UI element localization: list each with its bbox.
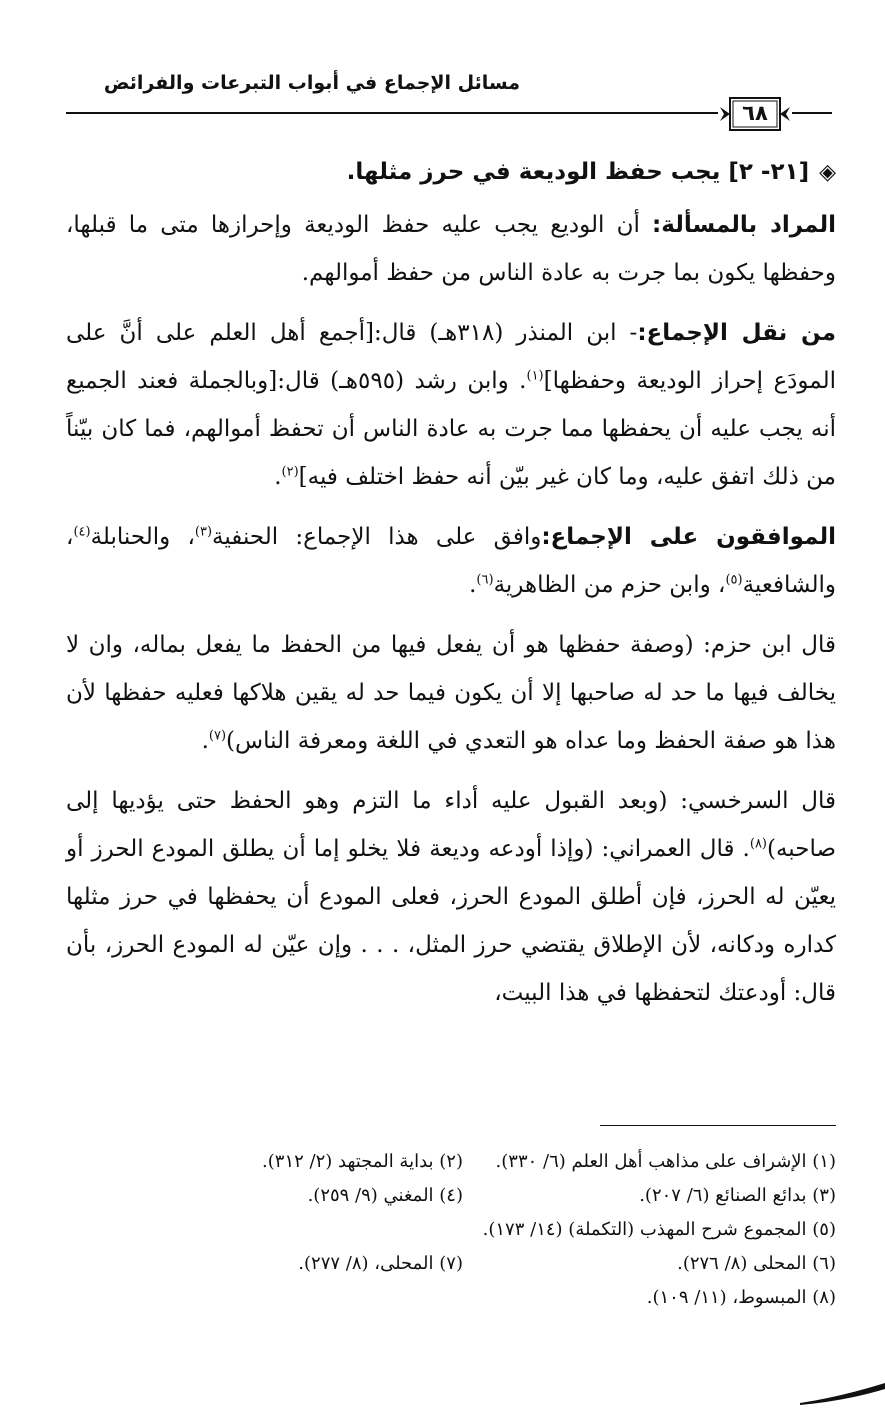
footnote-ref[interactable]: (٦) [476, 572, 494, 588]
paragraph-lead: الموافقون على الإجماع: [541, 524, 836, 550]
footnote-item: (٦) المحلى (٨/ ٢٧٦). [677, 1253, 836, 1274]
scan-edge-mark-icon [800, 1375, 885, 1405]
paragraph-text: وافق على هذا الإجماع: الحنفية [212, 524, 542, 550]
paragraph-lead: من نقل الإجماع: [637, 320, 836, 346]
main-text [66, 148, 836, 1029]
issue-heading [66, 148, 836, 197]
footnote-item: (٣) بدائع الصنائع (٦/ ٢٠٧). [639, 1185, 836, 1206]
paragraph-text: . وابن رشد (٥٩٥هـ) قال:[وبالجملة فعند الجميع أنه يجب عليه أن يحفظها مما جرت به عادة الناس أن تحفظ أموالهم، فما كان بيّناً من ذلك اتفق عليه، وما كان غير بيّن أنه حفظ اختلف فيه] [66, 368, 836, 490]
footnote-row [90, 1179, 836, 1213]
paragraph-text: قال ابن حزم: (وصفة حفظها هو أن يفعل فيها من الحفظ ما يفعل بماله، وان لا يخالف فيها ما حد له صاحبها إلا أن يكون فيما حد له يقين هلاكها فعليه حفظها لأن هذا هو صفة الحفظ وما عداه هو التعدي في اللغة ومعرفة الناس) [66, 632, 836, 754]
running-header-title: مسائل الإجماع في أبواب التبرعات والفرائض [103, 72, 520, 94]
paragraph-consensus-transmission [66, 309, 836, 501]
footnote-item: (١) الإشراف على مذاهب أهل العلم (٦/ ٣٣٠). [495, 1151, 836, 1172]
paragraph-text: ، والحنابلة [90, 524, 195, 550]
footnote-separator [600, 1125, 836, 1126]
footnote-ref[interactable]: (٢) [281, 464, 299, 480]
issue-title: [٢١- ٢] يجب حفظ الوديعة في حرز مثلها. [346, 159, 810, 185]
footnote-item: (٨) المبسوط، (١١/ ١٠٩). [646, 1287, 836, 1308]
paragraph-definition [66, 201, 836, 297]
paragraph-text: . [274, 464, 282, 490]
paragraph-agreeing-scholars [66, 513, 836, 609]
paragraph-sarakhsi-quote [66, 777, 836, 1017]
footnote-ref[interactable]: (٧) [208, 728, 227, 744]
footnote-row [90, 1247, 836, 1281]
footnote-item: (٤) المغني (٩/ ٢٥٩). [307, 1185, 463, 1206]
paragraph-text: . قال العمراني: (وإذا أودعه وديعة فلا يخلو إما أن يطلق المودع الحرز أو يعيّن له الحرز، فإن أطلق المودع الحرز، فعلى المودع أن يحفظها في حرز مثلها كداره ودكانه، لأن الإطلاق يقتضي حرز المثل، . . . وإن عيّن له المودع الحرز، بأن قال: أودعتك لتحفظها في هذا البيت، [66, 836, 836, 1006]
paragraph-text: . [469, 572, 477, 598]
header-rule [66, 112, 718, 114]
paragraph-text: ، والشافعية [66, 524, 836, 598]
footnote-ref[interactable]: (٨) [749, 836, 767, 852]
paragraph-text: - ابن المنذر (٣١٨هـ) قال:[أجمع أهل العلم على أنَّ على المودَع إحراز الوديعة وحفظها] [66, 320, 836, 394]
footnote-ref[interactable]: (٣) [194, 524, 213, 540]
header-rule-right [792, 112, 832, 114]
paragraph-ibn-hazm-quote [66, 621, 836, 765]
footnote-row [90, 1213, 836, 1247]
page-number-ornament [718, 95, 792, 133]
paragraph-text: ، وابن حزم من الظاهرية [493, 572, 726, 598]
footnote-row [90, 1145, 836, 1179]
paragraph-text: أن الوديع يجب عليه حفظ الوديعة وإحرازها متى ما قبلها، وحفظها يكون بما جرت به عادة الناس من حفظ أموالهم. [66, 212, 836, 286]
paragraph-text: . [201, 728, 209, 754]
footnote-item: (٥) المجموع شرح المهذب (التكملة) (١٤/ ١٧٣). [482, 1219, 836, 1240]
paragraph-lead: المراد بالمسألة: [652, 212, 837, 238]
footnote-row [90, 1281, 836, 1315]
footnote-ref[interactable]: (١) [526, 368, 544, 384]
paragraph-text: قال السرخسي: (وبعد القبول عليه أداء ما التزم وهو الحفظ حتى يؤديها إلى صاحبه) [66, 788, 836, 862]
footnote-item: (٢) بداية المجتهد (٢/ ٣١٢). [262, 1151, 463, 1172]
footnotes [90, 1145, 836, 1315]
page-number: ٦٨ [742, 101, 768, 125]
footnote-ref[interactable]: (٤) [73, 524, 91, 540]
footnote-item: (٧) المحلى، (٨/ ٢٧٧). [298, 1253, 463, 1274]
diamond-bullet-icon: ◈ [819, 160, 836, 185]
footnote-ref[interactable]: (٥) [725, 572, 743, 588]
